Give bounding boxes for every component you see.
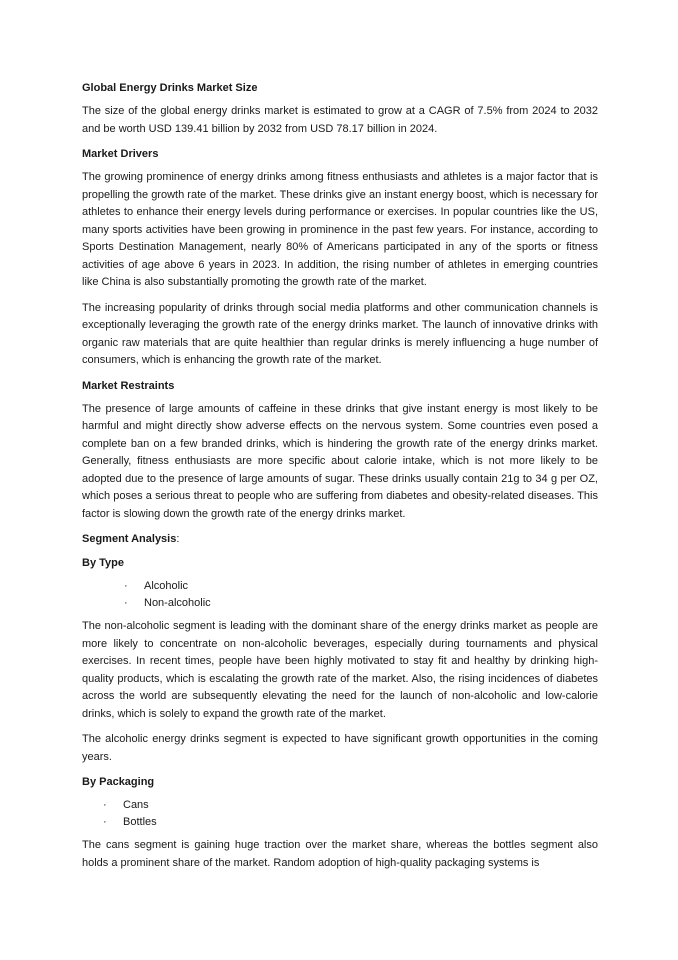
by-type-heading: By Type — [82, 557, 124, 569]
type-paragraph-1: The non-alcoholic segment is leading with the dominant share of the energy drinks market as people are more likely to concentrate on non-alcoholic beverages, especially during tournaments and physical exercises. In recent times, people have been highly motivated to stay fit and healthy by drinking high-quality products, which is escalating the growth rate of the market. Also, the rising incidences of diabetes across the world are subsequently elevating the need for the launch of non-alcoholic and low-calorie drinks, which is solely to expand the growth rate of the market. — [82, 620, 598, 720]
list-item-label: Alcoholic — [144, 580, 189, 592]
list-item — [82, 797, 598, 814]
list-item — [82, 814, 598, 831]
packaging-paragraph: The cans segment is gaining huge traction over the market share, whereas the bottles segment also holds a prominent share of the market. Random adoption of high-quality packaging systems is — [82, 839, 598, 869]
segment-analysis-colon: : — [176, 533, 180, 545]
list-item-label: Non-alcoholic — [144, 597, 211, 609]
list-item-label: Cans — [123, 799, 149, 811]
market-restraints-heading: Market Restraints — [82, 379, 175, 392]
type-list — [82, 578, 598, 612]
drivers-paragraph-2: The increasing popularity of drinks through social media platforms and other communication channels is exceptionally leveraging the growth rate of the energy drinks market. The launch of innovative drinks with organic raw materials that are quite healthier than regular drinks is merely influencing a huge number of consumers, which is enhancing the growth rate of the market. — [82, 301, 598, 366]
type-paragraph-2: The alcoholic energy drinks segment is expected to have significant growth opportunities in the coming years. — [82, 733, 598, 763]
segment-analysis-heading — [82, 531, 598, 547]
bullet-dot-icon: · — [124, 597, 128, 609]
intro-paragraph: The size of the global energy drinks market is estimated to grow at a CAGR of 7.5% from 2024 to 2032 and be worth USD 139.41 billion by 2032 from USD 78.17 billion in 2024. — [82, 105, 598, 135]
list-item-label: Bottles — [123, 816, 157, 828]
market-drivers-heading: Market Drivers — [82, 148, 159, 160]
bullet-dot-icon: · — [103, 799, 107, 811]
packaging-list — [82, 797, 598, 831]
segment-analysis-label: Segment Analysis — [82, 533, 177, 545]
list-item — [82, 578, 598, 595]
bullet-dot-icon: · — [103, 816, 107, 828]
document-title: Global Energy Drinks Market Size — [82, 82, 258, 94]
by-packaging-heading: By Packaging — [82, 776, 155, 788]
drivers-paragraph-1: The growing prominence of energy drinks among fitness enthusiasts and athletes is a major factor that is propelling the growth rate of the market. These drinks give an instant energy boost, which is necessary for athletes to enhance their energy levels during performance or exercises. In popular countries like the US, many sports activities have been growing in prominence in the past few years. For instance, according to Sports Destination Management, nearly 80% of Americans participated in any of the sports or fitness activities of age above 6 years in 2023. In addition, the rising number of athletes in emerging countries like China is also substantially promoting the growth rate of the market. — [82, 171, 598, 288]
bullet-dot-icon: · — [124, 580, 128, 592]
list-item — [82, 595, 598, 612]
restraints-paragraph: The presence of large amounts of caffeine in these drinks that give instant energy is most likely to be harmful and might directly show adverse effects on the nervous system. Some countries even posed a complete ban on a few branded drinks, which is hindering the growth rate of the energy drinks market. Generally, fitness enthusiasts are more specific about calorie intake, which is not more likely to be adopted due to the presence of large amounts of sugar. These drinks usually contain 21g to 34 g per OZ, which poses a serious threat to people who are suffering from diabetes and obesity-related diseases. This factor is slowing down the growth rate of the energy drinks market. — [82, 402, 598, 520]
